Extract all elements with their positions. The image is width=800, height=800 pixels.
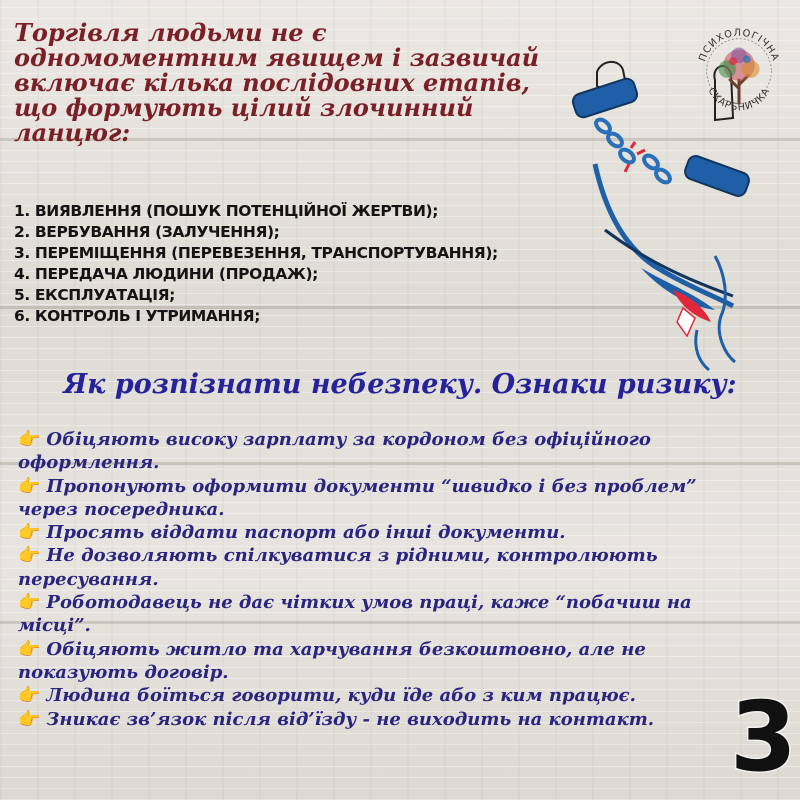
pointing-hand-icon: 👉 xyxy=(18,429,41,450)
risk-sign-text: Людина боїться говорити, куди їде або з ким працює. xyxy=(46,685,636,707)
risk-sign-text: Обіцяють високу зарплату за кордоном без офіційного оформлення. xyxy=(18,429,651,474)
risk-sign-item xyxy=(18,638,758,685)
logo-bottom-text: СКАРБНИЧКА xyxy=(705,85,773,114)
risk-sign-text: Роботодавець не дає чітких умов праці, каже “побачиш на місці”. xyxy=(18,592,692,637)
stage-item: 4. ПЕРЕДАЧА ЛЮДИНИ (ПРОДАЖ); xyxy=(14,265,318,283)
pointing-hand-icon: 👉 xyxy=(18,638,41,660)
pointing-hand-icon: 👉 xyxy=(18,475,41,497)
risk-sign-text: Зникає зв’язок після від’їзду - не виходить на контакт. xyxy=(46,708,655,730)
pointing-hand-icon: 👉 xyxy=(18,685,41,707)
stages-list xyxy=(14,201,614,327)
logo-top-text: ПСИХОЛОГІЧНА xyxy=(697,27,781,64)
risk-sign-item xyxy=(18,708,758,731)
page-number: 3 xyxy=(730,681,797,793)
risk-sign-item xyxy=(18,428,758,475)
risk-sign-text: Пропонують оформити документи “швидко і без проблем” через посередника. xyxy=(18,475,697,520)
stage-item: 2. ВЕРБУВАННЯ (ЗАЛУЧЕННЯ); xyxy=(14,223,280,241)
risk-sign-item xyxy=(18,591,758,638)
risk-sign-item xyxy=(18,475,758,522)
risk-sign-item xyxy=(18,684,758,707)
stage-item: 1. ВИЯВЛЕННЯ (ПОШУК ПОТЕНЦІЙНОЇ ЖЕРТВИ); xyxy=(14,202,439,220)
logo-emblem xyxy=(690,22,788,120)
risk-sign-text: Обіцяють житло та харчування безкоштовно, але не показують договір. xyxy=(18,638,646,683)
intro-text: Торгівля людьми не є одномоментним явищем і зазвичай включає кілька послідовних етапів, що формують цілий злочинний ланцюг: xyxy=(14,18,540,147)
pointing-hand-icon: 👉 xyxy=(18,522,41,544)
pointing-hand-icon: 👉 xyxy=(18,545,41,567)
stage-item: 6. КОНТРОЛЬ І УТРИМАННЯ; xyxy=(14,307,260,325)
risk-sign-item xyxy=(18,544,758,591)
stage-item: 3. ПЕРЕМІЩЕННЯ (ПЕРЕВЕЗЕННЯ, ТРАНСПОРТУВАННЯ); xyxy=(14,244,498,262)
pointing-hand-icon: 👉 xyxy=(18,708,41,730)
risk-heading: Як розпізнати небезпеку. Ознаки ризику: xyxy=(63,369,737,400)
risk-sign-text: Просять віддати паспорт або інші документи. xyxy=(46,522,566,544)
pointing-hand-icon: 👉 xyxy=(18,592,41,614)
stage-item: 5. ЕКСПЛУАТАЦІЯ; xyxy=(14,286,175,304)
risk-sign-text: Не дозволяють спілкуватися з рідними, контролюють пересування. xyxy=(18,545,658,590)
risk-sign-item xyxy=(18,521,758,544)
risk-signs-list xyxy=(18,428,758,731)
